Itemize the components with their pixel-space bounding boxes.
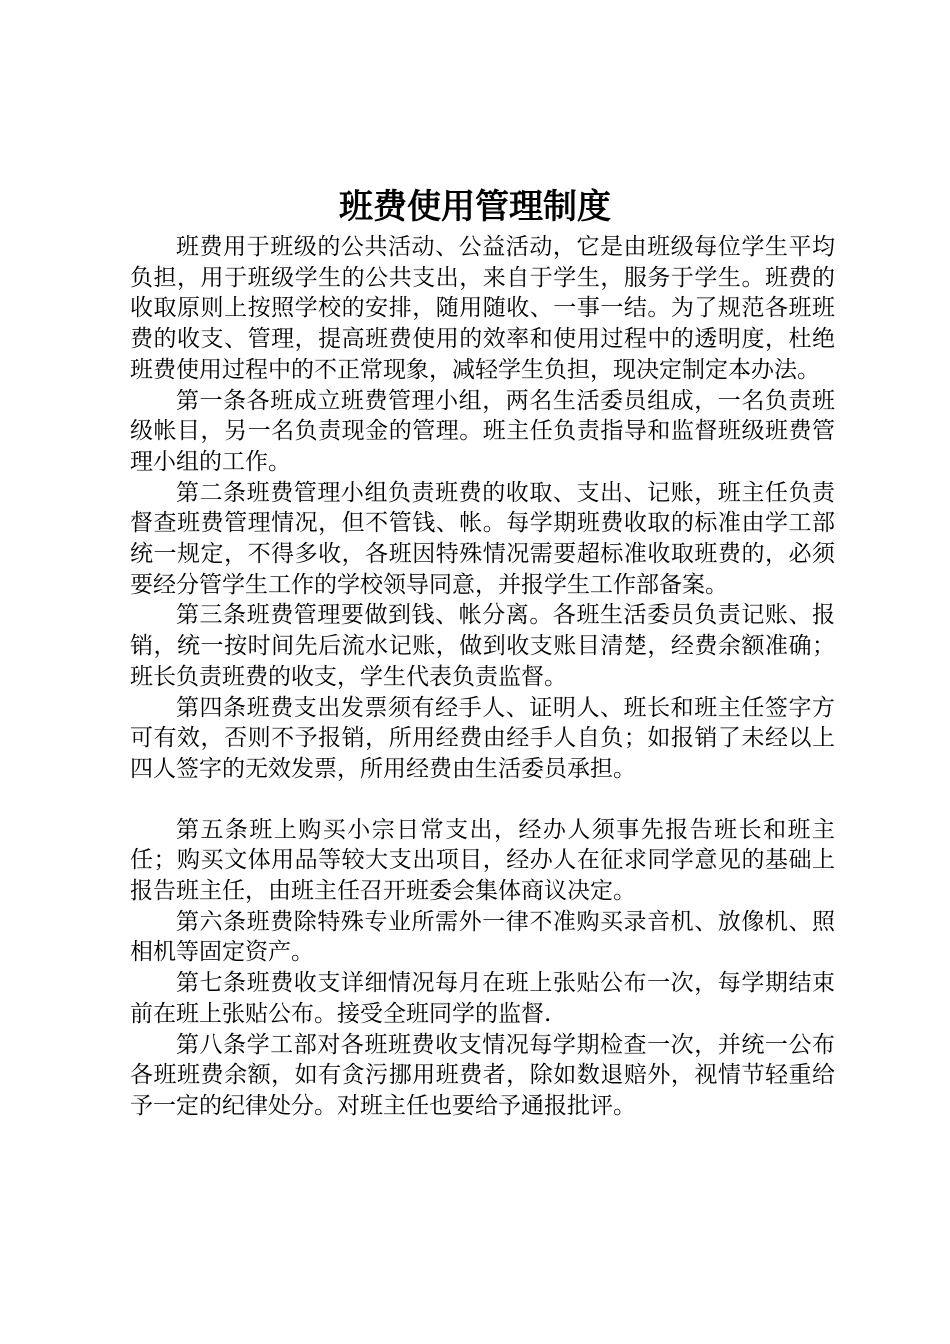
paragraph-article-1: 第一条各班成立班费管理小组，两名生活委员组成，一名负责班级帐目，另一名负责现金的管理。班主任负责指导和监督班级班费管理小组的工作。	[130, 387, 835, 475]
document-title: 班费使用管理制度	[339, 187, 611, 227]
paragraph-article-8: 第八条学工部对各班班费收支情况每学期检查一次，并统一公布各班班费余额，如有贪污挪用班费者，除如数退赔外，视情节轻重给予一定的纪律处分。对班主任也要给予通报批评。	[130, 1031, 835, 1119]
paragraph-article-3: 第三条班费管理要做到钱、帐分离。各班生活委员负责记账、报销，统一按时间先后流水记账，做到收支账目清楚，经费余额准确；班长负责班费的收支，学生代表负责监督。	[130, 602, 835, 690]
paragraph-intro: 班费用于班级的公共活动、公益活动，它是由班级每位学生平均负担，用于班级学生的公共支出，来自于学生，服务于学生。班费的收取原则上按照学校的安排，随用随收、一事一结。为了规范各班班费的收支、管理，提高班费使用的效率和使用过程中的透明度，杜绝班费使用过程中的不正常现象，减轻学生负担，现决定制定本办法。	[130, 234, 835, 383]
paragraph-article-7: 第七条班费收支详细情况每月在班上张贴公布一次，每学期结束前在班上张贴公布。接受全班同学的监督.	[130, 970, 835, 1027]
paragraph-article-6: 第六条班费除特殊专业所需外一律不准购买录音机、放像机、照相机等固定资产。	[130, 908, 835, 966]
paragraph-article-5: 第五条班上购买小宗日常支出，经办人须事先报告班长和班主任；购买文体用品等较大支出项目，经办人在征求同学意见的基础上报告班主任，由班主任召开班委会集体商议决定。	[130, 816, 835, 905]
paragraph-article-4: 第四条班费支出发票须有经手人、证明人、班长和班主任签字方可有效，否则不予报销，所用经费由经手人自负；如报销了未经以上四人签字的无效发票，所用经费由生活委员承担。	[130, 694, 835, 782]
paragraph-article-2: 第二条班费管理小组负责班费的收取、支出、记账，班主任负责督查班费管理情况，但不管钱、帐。每学期班费收取的标准由学工部统一规定，不得多收，各班因特殊情况需要超标准收取班费的，必须要经分管学生工作的学校领导同意，并报学生工作部备案。	[130, 479, 835, 598]
document-body	[130, 232, 835, 1122]
